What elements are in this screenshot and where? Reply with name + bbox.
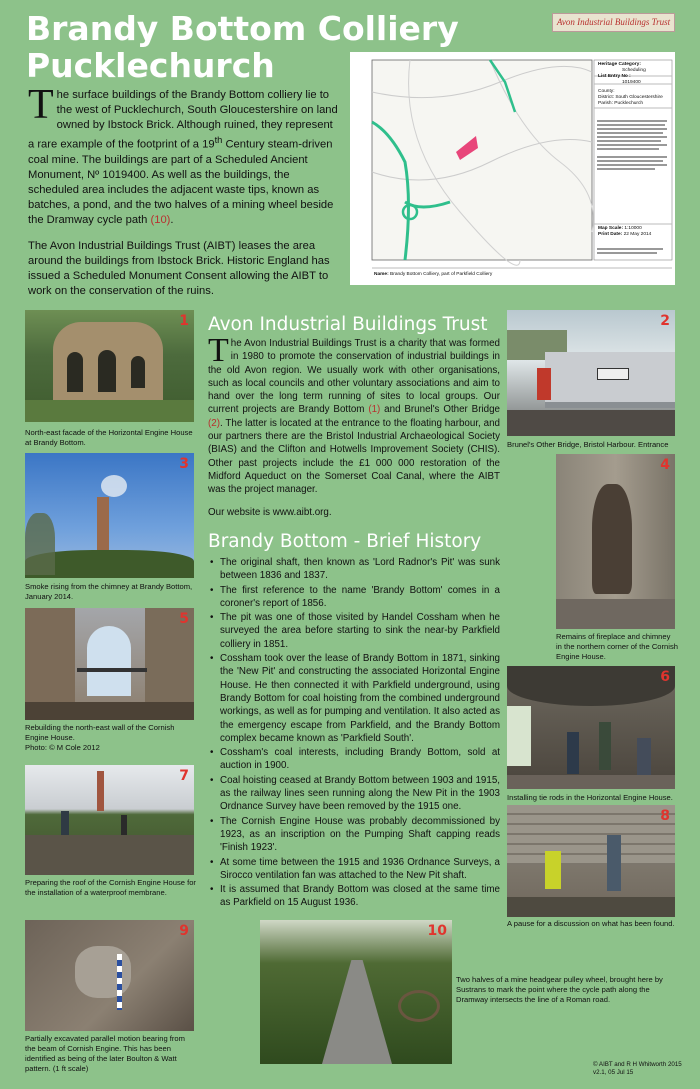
photo-number: 7 [179,768,189,784]
chimney [97,771,104,811]
list-item: • It is assumed that Brandy Bottom was closed at the same time as Parkfield on 15 August 1936. [220,883,500,910]
aibt-heading: Avon Industrial Buildings Trust [208,314,488,335]
photo-number: 2 [660,313,670,329]
photo-3-caption: Smoke rising from the chimney at Brandy Bottom, January 2014. [25,582,193,601]
photo-5-caption: Rebuilding the north-east wall of the Cornish Engine House. Photo: © M Cole 2012 [25,723,175,752]
photo-4-caption: Remains of fireplace and chimney in the northern corner of the Cornish Engine House. [556,632,678,661]
list-item: • Coal hoisting ceased at Brandy Bottom between 1903 and 1915, as the railway lines seen running along the New Pit in the 1903 Ordnance Survey have been removed by the 1915 one. [220,774,500,814]
list-item: • Cossham took over the lease of Brandy Bottom in 1871, sinking the 'New Pit' and constructing the associated Horizontal Engine House. He then connected it with Parkfield underground, using Brandy Bottom for coal hoisting from the combined underground workings, as well as for pumping and ventilation. It also acted as the emergency escape from Parkfield, and the Brandy Bottom complex became known as 'Parkfield South'. [220,652,500,745]
photo-7-caption: Preparing the roof of the Cornish Engine House for the installation of a waterproof membrane. [25,878,196,897]
photo-number: 5 [179,611,189,627]
list-item: • At some time between the 1915 and 1936 Ordnance Surveys, a Sirocco ventilation fan was attached to the New Pit shaft. [220,856,500,883]
page-title: Brandy Bottom Colliery Pucklechurch [26,9,459,85]
photo-10-cycle-path [260,920,452,1064]
photo-9-caption: Partially excavated parallel motion bearing from the beam of Cornish Engine. This has been identified as being of the later Boulton & Watt pattern. (1 ft scale) [25,1034,185,1073]
bridge-girder [545,352,675,408]
photo-6-tie-rods [507,666,675,789]
arch-window [87,626,131,696]
aibt-logo: Avon Industrial Buildings Trust [552,13,675,32]
intro-paragraph-1: The surface buildings of the Brandy Bottom colliery lie to the west of Pucklechurch, South Gloucestershire on land owned by Ibstock Brick. Although ruined, they represent a rare example of the footprint of a 19th Century steam-driven coal mine. The buildings are part of a Scheduled Ancient Monument, Nº 1019400. As well as the buildings, the scheduled area includes the adjacent waste tips, known as batches, a pond, and the two halves of a mining wheel beside the Dramway cycle path (10). [28,82,338,226]
list-item: • The original shaft, then known as 'Lord Radnor's Pit' was sunk between 1836 and 1837. [220,556,500,583]
photo-number: 9 [179,923,189,939]
list-item: • Cossham's coal interests, including Brandy Bottom, sold at auction in 1900. [220,746,500,773]
photo-3-chimney-smoke [25,453,194,578]
photo-number: 3 [179,456,189,472]
photo-6-caption: Installing tie rods in the Horizontal Engine House. [507,793,673,802]
photo-10-caption: Two halves of a mine headgear pulley wheel, brought here by Sustrans to mark the point where the cycle path along the Dramway intersects the line of a Roman road. [456,975,663,1004]
aibt-website: Our website is www.aibt.org. [208,506,332,518]
photo-2-caption: Brunel's Other Bridge, Bristol Harbour. Entrance [507,440,669,449]
scale-bar [117,954,122,1010]
photo-2-brunels-bridge [507,310,675,436]
pulley-wheel [398,990,440,1022]
photo-number: 1 [179,313,189,329]
scheduling-map [350,52,675,285]
copyright-footer: © AIBT and R H Whitworth 2015 v2.1, 05 Jul 15 [593,1061,682,1076]
photo-number: 6 [660,669,670,685]
photo-1-caption: North-east facade of the Horizontal Engine House at Brandy Bottom. [25,428,193,447]
photo-8-caption: A pause for a discussion on what has been found. [507,919,675,928]
photo-5-rebuilding-wall [25,608,194,720]
history-list-container [208,556,500,911]
map-name: Name: Brandy Bottom Colliery, part of Parkfield Colliery [374,272,493,277]
list-item: • The first reference to the name 'Brandy Bottom' comes in a coroner's report of 1856. [220,584,500,611]
history-list [208,556,500,910]
map-info-panel: Heritage Category: Scheduling List Entry No : 1019400 County: District: South Gloucestershire Parish: Pucklechurch [598,62,663,106]
photo-number: 10 [427,923,447,939]
motion-bearing [75,946,131,998]
photo-8-discussion [507,805,675,917]
photo-number: 4 [660,457,670,473]
intro-text [28,82,340,310]
drop-cap: T [208,332,229,369]
aibt-text: The Avon Industrial Buildings Trust is a charity that was formed in 1980 to promote the conservation of industrial buildings in the old Avon region. We usually work with other organisations, such as local councils and other voluntary associations and aim to hand over the long term running of sites to local groups. Our current projects are Brandy Bottom (1) and Brunel's Other Bridge (2). The latter is located at the entrance to the floating harbour, and our partners there are the Bristol Industrial Archaeological Society (BIAS) and the Clifton and Hotwells Improvement Society (CHIS). Other past projects include the £1 000 000 restoration of the Midford Aqueduct on the Somerset Coal Canal, where the AIBT was the project manager. Our website is www.aibt.org. [208,332,500,518]
photo-7-roof-preparation [25,765,194,875]
drop-cap: T [28,82,54,128]
photo-4-fireplace-remains [556,454,675,629]
photo-1-horizontal-engine-house [25,310,194,422]
photo-number: 8 [660,808,670,824]
intro-paragraph-2: The Avon Industrial Buildings Trust (AIBT) leases the area around the buildings from Ibstock Brick. Historic England has issued a Scheduled Monument Consent allowing the AIBT to work on the conservation of the ruins. [28,239,330,297]
list-item: • The Cornish Engine House was probably decommissioned by 1923, as an inscription on the Pumping Shaft capping reads 'Finish 1923'. [220,815,500,855]
hi-vis-vest [545,851,561,889]
cycle-path [322,960,392,1064]
history-heading: Brandy Bottom - Brief History [208,531,482,552]
map-scale-panel: Map Scale: 1:10000 Print Date: 22 May 2014 [598,226,652,237]
fireplace-opening [592,484,632,594]
list-item: • The pit was one of those visited by Handel Cossham when he surveyed the area before starting to sink the near-by Parkfield colliery in 1851. [220,611,500,651]
photo-9-bearing [25,920,194,1031]
